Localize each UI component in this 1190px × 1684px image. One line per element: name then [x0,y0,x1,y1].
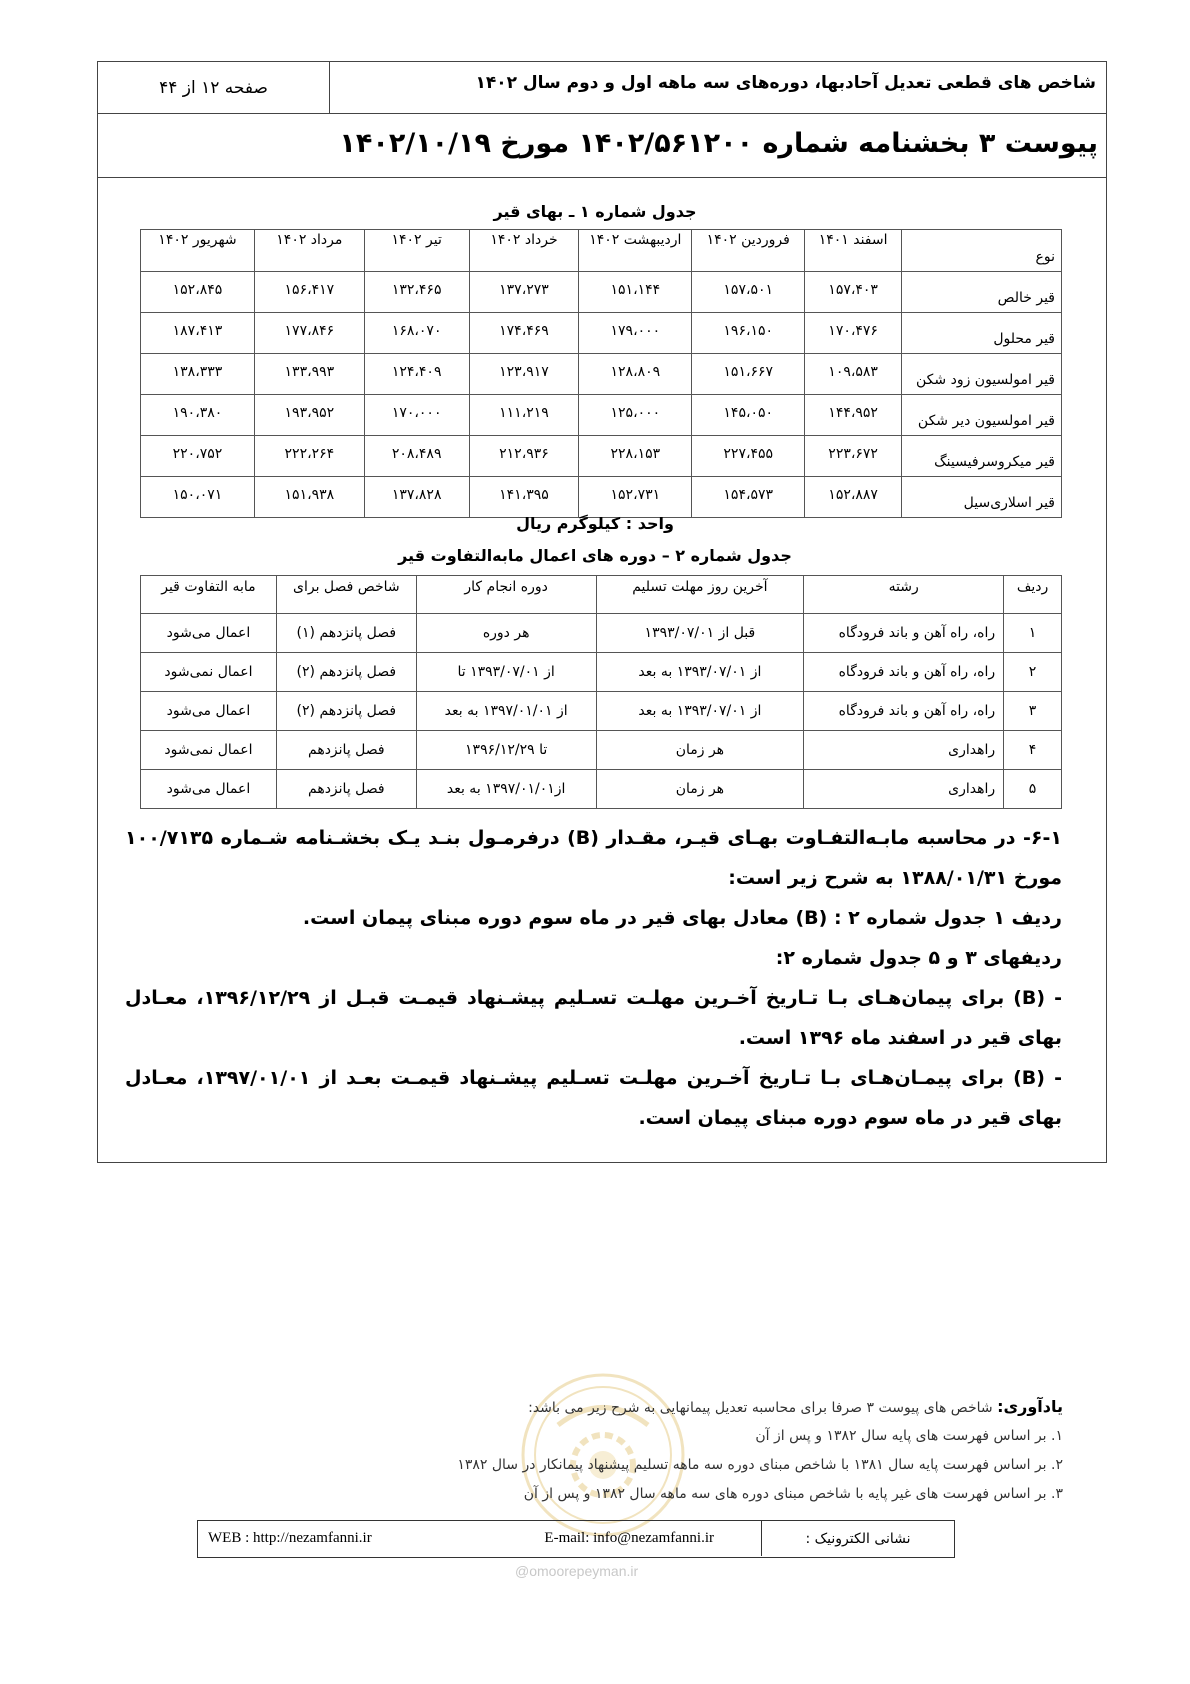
table-cell: ۱۹۶،۱۵۰ [692,313,805,354]
table2-caption: جدول شماره ۲ – دوره های اعمال مابه‌التفاوت قیر [398,546,792,565]
paragraph-line: ۶-۱- در محاسبه مابـه‌التفـاوت بهـای قیـر، مقـدار (B) درفرمـول بنـد یـک بخشـنامه شـماره ۱۰۰/۷۱۳۵ [125,827,1062,849]
table-cell: ۱۳۸،۳۳۳ [141,354,255,395]
table-cell: قبل از ۱۳۹۳/۰۷/۰۱ [596,614,804,653]
table-row [141,477,1062,518]
paragraph-line: مورخ ۱۳۸۸/۰۱/۳۱ به شرح زیر است: [728,867,1062,889]
table-cell: ۱۳۲،۴۶۵ [364,272,469,313]
table-cell: هر زمان [596,731,804,770]
table-cell: راهداری [804,770,1004,809]
table-cell: ۱۴۴،۹۵۲ [805,395,902,436]
table-cell: ۱۹۳،۹۵۲ [254,395,364,436]
table-cell: ۱۵۲،۸۸۷ [805,477,902,518]
table-cell: ۱۵۴،۵۷۳ [692,477,805,518]
table-cell: ۱۵۰،۰۷۱ [141,477,255,518]
table-header-row [141,230,1062,272]
table-cell: ۲۲۸،۱۵۳ [579,436,692,477]
table-cell: فصل پانزدهم (۱) [276,614,416,653]
table-cell: ۲۲۷،۴۵۵ [692,436,805,477]
table-header-cell: مرداد ۱۴۰۲ [254,230,364,272]
table-cell: ۱۷۴،۴۶۹ [469,313,579,354]
table-row [141,354,1062,395]
table-cell: ۲۲۲،۲۶۴ [254,436,364,477]
table-cell: ۵ [1004,770,1062,809]
table-cell: فصل پانزدهم [276,731,416,770]
table-cell: قیر میکروسرفیسینگ [902,436,1062,477]
table-cell: از ۱۳۹۳/۰۷/۰۱ تا [416,653,596,692]
table-cell: ۱۳۷،۲۷۳ [469,272,579,313]
table-cell: ۱۸۷،۴۱۳ [141,313,255,354]
table-header-cell: خرداد ۱۴۰۲ [469,230,579,272]
table-header-cell: دوره انجام کار [416,576,596,614]
list-item: ۱. بر اساس فهرست های پایه سال ۱۳۸۲ و پس از آن [755,1428,1063,1444]
table-cell: ۱۲۸،۸۰۹ [579,354,692,395]
main-title: پیوست ۳ بخشنامه شماره ۱۴۰۲/۵۶۱۲۰۰ مورخ ۱۴۰۲/۱۰/۱۹ [339,128,1098,159]
table-header-cell: مابه التفاوت قیر [141,576,277,614]
table-cell: ۲۱۲،۹۳۶ [469,436,579,477]
paragraph-line: - (B) برای پیمـان‌هـای بـا تـاریخ آخـرین مهلـت تسـلیم پیشـنهاد قیمـت بعـد از ۱۳۹۷/۰۱/۰۱، معـادل [125,1067,1063,1089]
header-title: شاخص های قطعی تعدیل آحادبها، دوره‌های سه ماهه اول و دوم سال ۱۴۰۲ [475,73,1096,93]
table-cell: ۱۴۱،۳۹۵ [469,477,579,518]
list-item: ۳. بر اساس فهرست های غیر پایه با شاخص مبنای دوره های سه ماهه سال ۱۳۸۲ و پس از آن [523,1486,1063,1502]
table-cell: فصل پانزدهم [276,770,416,809]
table-cell: ۱۴۵،۰۵۰ [692,395,805,436]
table-header-row [141,576,1062,614]
table-header-cell: شاخص فصل برای [276,576,416,614]
table-cell: راه، راه آهن و باند فرودگاه [804,614,1004,653]
table-row [141,692,1062,731]
table-header-cell: رشته [804,576,1004,614]
table-cell: ۱۶۸،۰۷۰ [364,313,469,354]
table-header-cell: ردیف [1004,576,1062,614]
table-cell: اعمال نمی‌شود [141,731,277,770]
paragraph-line: بهای قیر در ماه سوم دوره مبنای پیمان است. [638,1107,1062,1129]
table-row [141,731,1062,770]
table-row [141,653,1062,692]
table-cell: ۱۷۰،۰۰۰ [364,395,469,436]
table-cell: ۲ [1004,653,1062,692]
table-cell: ۱۵۱،۶۶۷ [692,354,805,395]
footer-contact-box [197,1520,955,1558]
table-cell: ۱ [1004,614,1062,653]
header-row [98,62,1106,114]
table-cell: قیر امولسیون زود شکن [902,354,1062,395]
table-cell: ۴ [1004,731,1062,770]
table-cell: قیر امولسیون دیر شکن [902,395,1062,436]
table-cell: قیر خالص [902,272,1062,313]
table-cell: ۱۳۷،۸۲۸ [364,477,469,518]
table-cell: ۲۲۳،۶۷۲ [805,436,902,477]
table-cell: ۱۱۱،۲۱۹ [469,395,579,436]
table-row [141,436,1062,477]
watermark: @omoorepeyman.ir [515,1563,639,1579]
table-cell: ۱۷۷،۸۴۶ [254,313,364,354]
table-cell: ۲۲۰،۷۵۲ [141,436,255,477]
table-cell: ۲۰۸،۴۸۹ [364,436,469,477]
table-cell: ۱۲۴،۴۰۹ [364,354,469,395]
table-cell: ۱۷۰،۴۷۶ [805,313,902,354]
table-cell: ۱۵۲،۷۳۱ [579,477,692,518]
table-cell: ۱۵۷،۴۰۳ [805,272,902,313]
table-header-cell: آخرین روز مهلت تسلیم [596,576,804,614]
table-cell: ۱۲۳،۹۱۷ [469,354,579,395]
table-cell: ۱۳۳،۹۹۳ [254,354,364,395]
table-cell: اعمال نمی‌شود [141,653,277,692]
table-row [141,272,1062,313]
table-cell: هر دوره [416,614,596,653]
title-row [98,114,1106,178]
table-cell: ۱۵۱،۱۴۴ [579,272,692,313]
table-cell: هر زمان [596,770,804,809]
table-cell: قیر محلول [902,313,1062,354]
table-cell: ۳ [1004,692,1062,731]
table-cell: ۱۵۷،۵۰۱ [692,272,805,313]
table-cell: ۱۵۶،۴۱۷ [254,272,364,313]
table-cell: ۱۰۹،۵۸۳ [805,354,902,395]
table1-unit: واحد : کیلوگرم ریال [516,514,674,533]
table-cell: ۱۵۲،۸۴۵ [141,272,255,313]
table-header-cell: فروردین ۱۴۰۲ [692,230,805,272]
table-cell: ۱۲۵،۰۰۰ [579,395,692,436]
table2-application-periods [140,575,1062,809]
table-cell: ۱۹۰،۳۸۰ [141,395,255,436]
table-row [141,395,1062,436]
table-cell: از ۱۳۹۳/۰۷/۰۱ به بعد [596,653,804,692]
table-header-cell: شهریور ۱۴۰۲ [141,230,255,272]
paragraph-line: - (B) برای پیمان‌هـای بـا تـاریخ آخـرین مهلـت تسـلیم پیشـنهاد قیمـت قبـل از ۱۳۹۶/۱۲/۲۹، معـادل [125,987,1062,1009]
table-cell: از۱۳۹۷/۰۱/۰۱ به بعد [416,770,596,809]
table-row [141,614,1062,653]
table-cell: راه، راه آهن و باند فرودگاه [804,653,1004,692]
table-header-cell: نوع [902,230,1062,272]
table-row [141,313,1062,354]
list-item: ۲. بر اساس فهرست پایه سال ۱۳۸۱ با شاخص مبنای دوره سه ماهه تسلیم پیشنهاد پیمانکار در سال ۱۳۸۲ [457,1457,1063,1473]
seal-logo [518,1370,688,1540]
table-cell: قیر اسلاری‌سیل [902,477,1062,518]
table-cell: تا ۱۳۹۶/۱۲/۲۹ [416,731,596,770]
paragraph-line: ردیفهای ۳ و ۵ جدول شماره ۲: [775,947,1062,969]
paragraph-line: بهای قیر در اسفند ماه ۱۳۹۶ است. [738,1027,1062,1049]
reminder-text: شاخص های پیوست ۳ صرفا برای محاسبه تعدیل پیمانهایی به شرح زیر می باشد: [528,1400,998,1416]
table-cell: اعمال می‌شود [141,692,277,731]
table-cell: راه، راه آهن و باند فرودگاه [804,692,1004,731]
page-number: صفحه ۱۲ از ۴۴ [98,62,330,114]
table-header-cell: اردیبهشت ۱۴۰۲ [579,230,692,272]
table-header-cell: اسفند ۱۴۰۱ [805,230,902,272]
table-cell: فصل پانزدهم (۲) [276,653,416,692]
table-cell: ۱۵۱،۹۳۸ [254,477,364,518]
footer-label: نشانی الکترونیک : [761,1521,954,1556]
table-header-cell: تیر ۱۴۰۲ [364,230,469,272]
table1-caption: جدول شماره ۱ ـ بهای قیر [493,202,697,221]
table-cell: اعمال می‌شود [141,614,277,653]
table1-asphalt-prices [140,229,1062,518]
clause-paragraph [125,818,1062,1138]
table-cell: ۱۷۹،۰۰۰ [579,313,692,354]
table-cell: اعمال می‌شود [141,770,277,809]
table-cell: راهداری [804,731,1004,770]
table-row [141,770,1062,809]
table-cell: از ۱۳۹۳/۰۷/۰۱ به بعد [596,692,804,731]
reminder-label: یادآوری: [997,1397,1063,1416]
paragraph-line: ردیف ۱ جدول شماره ۲ : (B) معادل بهای قیر در ماه سوم دوره مبنای پیمان است. [302,907,1062,929]
footer-email-link[interactable]: E-mail: info@nezamfanni.ir [544,1530,714,1546]
footer-web-link[interactable]: WEB : http://nezamfanni.ir [208,1530,372,1546]
reminder-note [528,1397,1063,1416]
table-cell: از ۱۳۹۷/۰۱/۰۱ به بعد [416,692,596,731]
table-cell: فصل پانزدهم (۲) [276,692,416,731]
